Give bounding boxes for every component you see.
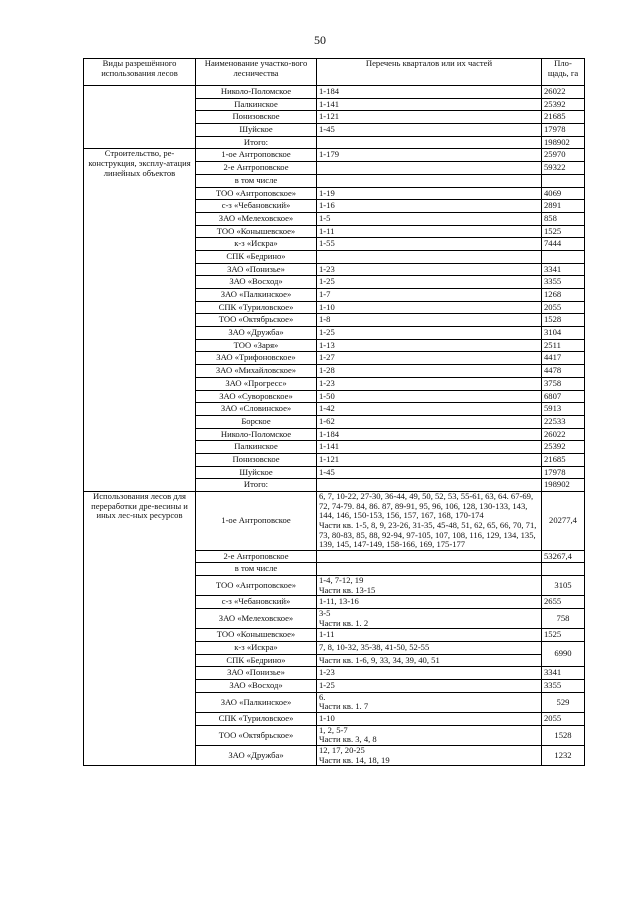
quarters-cell (317, 174, 542, 187)
quarters-cell: 1-7 (317, 289, 542, 302)
page-number: 50 (314, 33, 326, 47)
area-cell: 6990 (542, 642, 585, 667)
quarters-parts-line: Части кв. 13-15 (319, 584, 376, 595)
area-cell: 2891 (542, 200, 585, 213)
quarters-cell: 1-141 (317, 98, 542, 111)
name-cell: ЗАО «Понизье» (196, 667, 317, 680)
area-cell (542, 174, 585, 187)
quarters-line: 1-4, 7-12, 19 (319, 575, 364, 586)
quarters-cell (317, 550, 542, 563)
name-cell: в том числе (196, 563, 317, 576)
name-cell: Итого: (196, 136, 317, 149)
name-cell: ЗАО «Понизье» (196, 263, 317, 276)
quarters-cell: 1-141 (317, 441, 542, 454)
quarters-cell: 1-45 (317, 124, 542, 137)
area-cell: 4069 (542, 187, 585, 200)
name-cell: ТОО «Октябрьское» (196, 725, 317, 745)
use-type-cell: Строительство, ре-конструкция, эксплу-атация линейных объектов (84, 149, 196, 492)
name-cell: Итого: (196, 479, 317, 492)
quarters-cell (317, 162, 542, 175)
header-area: Пло-щадь, га (542, 59, 585, 86)
quarters-cell (317, 609, 542, 629)
quarters-cell: 1-23 (317, 263, 542, 276)
area-cell: 21685 (542, 453, 585, 466)
quarters-line: 1, 2, 5-7 (319, 725, 348, 735)
area-cell: 1528 (542, 725, 585, 745)
name-cell: Борское (196, 415, 317, 428)
name-cell: Николо-Поломское (196, 428, 317, 441)
header-use-type: Виды разрешённого использования лесов (84, 59, 196, 86)
quarters-cell: 1-25 (317, 276, 542, 289)
quarters-line: 12, 17, 20-25 (319, 745, 365, 755)
name-cell: СПК «Бедрино» (196, 654, 317, 667)
name-cell: ЗАО «Мелеховское» (196, 609, 317, 629)
name-cell: ЗАО «Михайловское» (196, 365, 317, 378)
table-row (84, 149, 585, 162)
name-cell: ТОО «Октябрьское» (196, 314, 317, 327)
quarters-cell: 1-23 (317, 667, 542, 680)
quarters-cell: 1-179 (317, 149, 542, 162)
name-cell: с-з «Чебановский» (196, 200, 317, 213)
area-cell: 4417 (542, 352, 585, 365)
quarters-cell: 7, 8, 10-32, 35-38, 41-50, 52-55 (317, 642, 542, 655)
area-cell: 25392 (542, 98, 585, 111)
area-cell: 3105 (542, 576, 585, 596)
quarters-parts-line: Части кв. 1. 7 (319, 701, 369, 712)
quarters-cell: 1-5 (317, 212, 542, 225)
area-cell: 858 (542, 212, 585, 225)
name-cell: Палкинское (196, 98, 317, 111)
name-cell: ЗАО «Суворовское» (196, 390, 317, 403)
area-cell: 198902 (542, 136, 585, 149)
name-cell: ЗАО «Дружба» (196, 745, 317, 765)
name-cell: 2-е Антроповское (196, 550, 317, 563)
area-cell: 6807 (542, 390, 585, 403)
area-cell: 20277,4 (542, 492, 585, 551)
quarters-parts-line: Части кв. 3, 4, 8 (319, 734, 377, 745)
quarters-cell (317, 136, 542, 149)
quarters-cell: Части кв. 1-6, 9, 33, 34, 39, 40, 51 (317, 654, 542, 667)
name-cell: ЗАО «Словинское» (196, 403, 317, 416)
area-cell (542, 250, 585, 263)
area-cell: 17978 (542, 466, 585, 479)
area-cell: 3341 (542, 263, 585, 276)
area-cell: 26022 (542, 428, 585, 441)
quarters-cell: 1-8 (317, 314, 542, 327)
quarters-cell: 1-45 (317, 466, 542, 479)
name-cell: ЗАО «Прогресс» (196, 377, 317, 390)
name-cell: Палкинское (196, 441, 317, 454)
name-cell: к-з «Искра» (196, 238, 317, 251)
quarters-cell: 1-11 (317, 629, 542, 642)
table-row (84, 86, 585, 99)
area-cell: 1528 (542, 314, 585, 327)
quarters-cell (317, 576, 542, 596)
name-cell: 1-ое Антроповское (196, 149, 317, 162)
quarters-cell: 1-11, 13-16 (317, 596, 542, 609)
use-type-cell (84, 86, 196, 149)
quarters-cell: 1-55 (317, 238, 542, 251)
quarters-cell: 1-25 (317, 680, 542, 693)
name-cell: СПК «Бедрино» (196, 250, 317, 263)
quarters-parts-line: Части кв. 14, 18, 19 (319, 754, 390, 765)
name-cell: ТОО «Заря» (196, 339, 317, 352)
quarters-cell: 1-13 (317, 339, 542, 352)
name-cell: ТОО «Конышевское» (196, 225, 317, 238)
header-quarters: Перечень кварталов или их частей (317, 59, 542, 86)
table-row (84, 492, 585, 551)
area-cell: 758 (542, 609, 585, 629)
area-cell: 25970 (542, 149, 585, 162)
quarters-cell: 1-121 (317, 453, 542, 466)
area-cell: 3355 (542, 680, 585, 693)
area-cell: 1525 (542, 225, 585, 238)
name-cell: ТОО «Конышевское» (196, 629, 317, 642)
area-cell: 53267,4 (542, 550, 585, 563)
area-cell: 21685 (542, 111, 585, 124)
name-cell: с-з «Чебановский» (196, 596, 317, 609)
area-cell: 26022 (542, 86, 585, 99)
quarters-line: 6, 7, 10-22, 27-30, 36-44, 49, 50, 52, 53, 55-61, 63, 64. 67-69, 72, 74-79. 84, 86. 87, 89-91, 95, 96, 106, 128, 130-133, 143, 144, 146, 150-153, 156, 157, 167, 168, 170-174 (319, 491, 534, 521)
quarters-cell (317, 492, 542, 551)
area-cell: 1525 (542, 629, 585, 642)
quarters-cell: 1-25 (317, 327, 542, 340)
area-cell: 3355 (542, 276, 585, 289)
area-cell: 2055 (542, 713, 585, 726)
name-cell: СПК «Туриловское» (196, 301, 317, 314)
area-cell (542, 563, 585, 576)
name-cell: Николо-Поломское (196, 86, 317, 99)
name-cell: ЗАО «Палкинское» (196, 289, 317, 302)
name-cell: Шуйское (196, 466, 317, 479)
name-cell: СПК «Туриловское» (196, 713, 317, 726)
quarters-parts-line: Части кв. 1. 2 (319, 617, 369, 628)
area-cell: 5913 (542, 403, 585, 416)
area-cell: 25392 (542, 441, 585, 454)
forest-use-table (83, 58, 585, 766)
name-cell: ЗАО «Дружба» (196, 327, 317, 340)
quarters-parts-line: Части кв. 1-5, 8, 9, 23-26, 31-35, 45-48, 51, 62, 65, 66, 70, 71, 73, 80-83, 85, 88, 92-94, 97-105, 107, 108, 116, 129, 134, 135, 139, 145, 147-149, 158-166, 169, 175-177 (319, 519, 537, 550)
area-cell: 1268 (542, 289, 585, 302)
quarters-cell (317, 692, 542, 712)
quarters-cell: 1-16 (317, 200, 542, 213)
name-cell: 1-ое Антроповское (196, 492, 317, 551)
quarters-cell (317, 745, 542, 765)
use-type-cell: Использования лесов для переработки дре-весины и иных лес-ных ресурсов (84, 492, 196, 766)
area-cell: 2055 (542, 301, 585, 314)
name-cell: ТОО «Антроповское» (196, 187, 317, 200)
quarters-cell: 1-184 (317, 428, 542, 441)
area-cell: 2655 (542, 596, 585, 609)
area-cell: 17978 (542, 124, 585, 137)
name-cell: в том числе (196, 174, 317, 187)
name-cell: ТОО «Антроповское» (196, 576, 317, 596)
table-header-row (84, 59, 585, 86)
quarters-cell: 1-10 (317, 713, 542, 726)
quarters-cell: 1-27 (317, 352, 542, 365)
quarters-cell: 1-62 (317, 415, 542, 428)
quarters-cell: 1-28 (317, 365, 542, 378)
quarters-cell (317, 725, 542, 745)
area-cell: 59322 (542, 162, 585, 175)
name-cell: 2-е Антроповское (196, 162, 317, 175)
name-cell: Понизовское (196, 453, 317, 466)
quarters-cell: 1-19 (317, 187, 542, 200)
name-cell: ЗАО «Мелеховское» (196, 212, 317, 225)
quarters-cell (317, 479, 542, 492)
name-cell: ЗАО «Восход» (196, 276, 317, 289)
area-cell: 1232 (542, 745, 585, 765)
area-cell: 3104 (542, 327, 585, 340)
area-cell: 3758 (542, 377, 585, 390)
name-cell: к-з «Искра» (196, 642, 317, 655)
name-cell: ЗАО «Палкинское» (196, 692, 317, 712)
area-cell: 3341 (542, 667, 585, 680)
name-cell: ЗАО «Восход» (196, 680, 317, 693)
quarters-line: 6. (319, 692, 326, 702)
area-cell: 529 (542, 692, 585, 712)
quarters-cell (317, 563, 542, 576)
name-cell: ЗАО «Трифоновское» (196, 352, 317, 365)
header-name: Наименование участко-вого лесничества (196, 59, 317, 86)
quarters-cell: 1-50 (317, 390, 542, 403)
quarters-cell: 1-121 (317, 111, 542, 124)
quarters-cell: 1-42 (317, 403, 542, 416)
area-cell: 7444 (542, 238, 585, 251)
area-cell: 2511 (542, 339, 585, 352)
name-cell: Понизовское (196, 111, 317, 124)
quarters-cell: 1-184 (317, 86, 542, 99)
quarters-cell: 1-11 (317, 225, 542, 238)
area-cell: 198902 (542, 479, 585, 492)
area-cell: 22533 (542, 415, 585, 428)
quarters-cell (317, 250, 542, 263)
quarters-line: 3-5 (319, 608, 331, 619)
quarters-cell: 1-23 (317, 377, 542, 390)
area-cell: 4478 (542, 365, 585, 378)
quarters-cell: 1-10 (317, 301, 542, 314)
name-cell: Шуйское (196, 124, 317, 137)
